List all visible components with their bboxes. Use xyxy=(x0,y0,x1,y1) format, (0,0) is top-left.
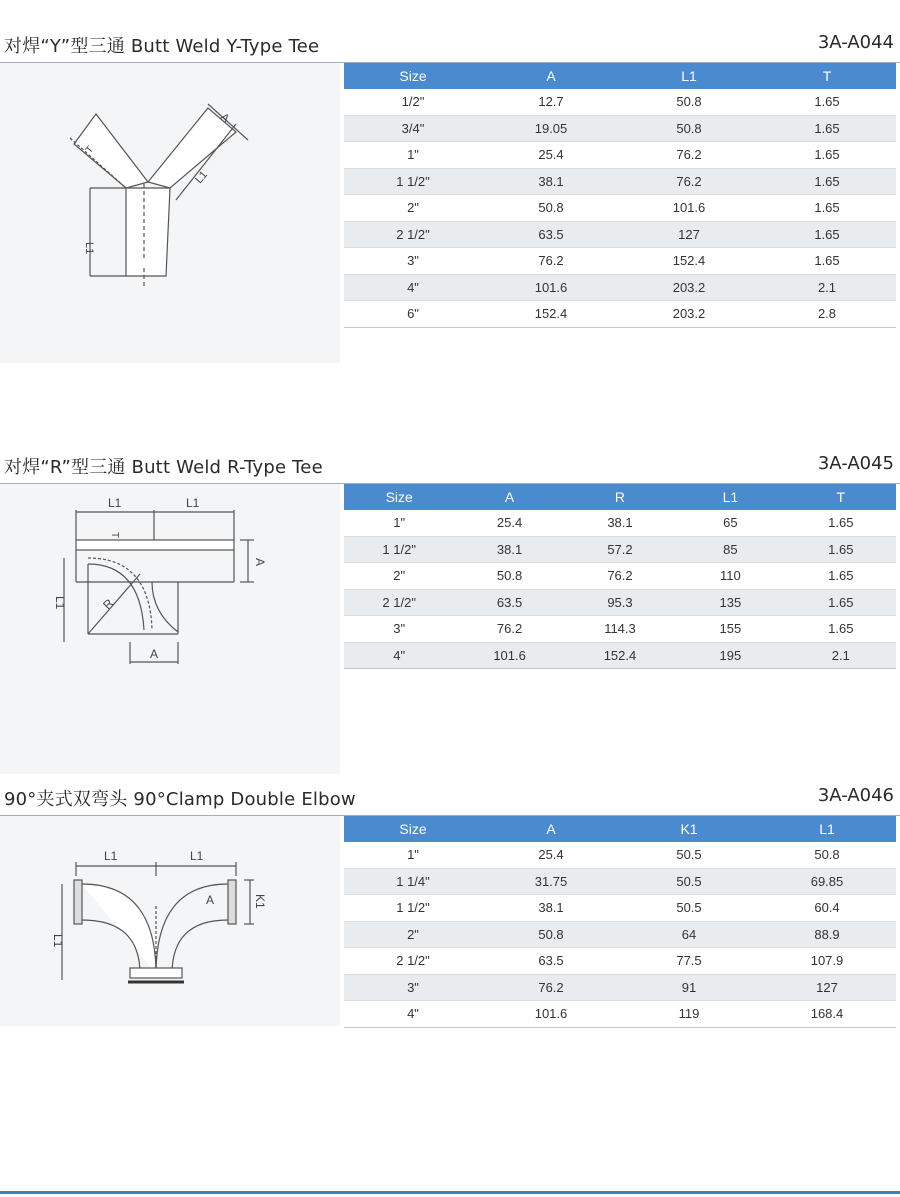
cell-size: 1" xyxy=(344,510,454,536)
cell-l1: 50.8 xyxy=(620,115,758,142)
dim-label-l1-right: L1 xyxy=(193,168,211,186)
cell-a: 63.5 xyxy=(482,221,620,248)
cell-l1: 101.6 xyxy=(620,195,758,222)
cell-a: 50.8 xyxy=(482,195,620,222)
cell-size: 2" xyxy=(344,195,482,222)
dim-label-l1-left: L1 xyxy=(53,596,67,610)
cell-a: 12.7 xyxy=(482,89,620,115)
cell-size: 1" xyxy=(344,142,482,169)
cell-a: 38.1 xyxy=(454,536,564,563)
dim-label-a: A xyxy=(218,111,232,126)
cell-size: 4" xyxy=(344,274,482,301)
cell-l1: 50.8 xyxy=(620,89,758,115)
column-header: Size xyxy=(344,484,454,510)
cell-t: 2.1 xyxy=(758,274,896,301)
dim-label-a-bottom: A xyxy=(150,647,159,661)
dim-label-k1: K1 xyxy=(253,894,267,909)
table-row xyxy=(344,616,896,643)
cell-size: 4" xyxy=(344,1001,482,1028)
cell-k1: 50.5 xyxy=(620,842,758,868)
cell-a: 31.75 xyxy=(482,868,620,895)
cell-k1: 50.5 xyxy=(620,868,758,895)
cell-a: 101.6 xyxy=(454,642,564,669)
cell-a: 38.1 xyxy=(482,168,620,195)
dim-label-l1-top-left: L1 xyxy=(108,496,122,510)
cell-size: 4" xyxy=(344,642,454,669)
cell-a: 19.05 xyxy=(482,115,620,142)
cell-l1: 60.4 xyxy=(758,895,896,922)
cell-a: 101.6 xyxy=(482,274,620,301)
cell-l1: 168.4 xyxy=(758,1001,896,1028)
table-header-row xyxy=(344,484,896,510)
cell-a: 25.4 xyxy=(482,142,620,169)
cell-a: 76.2 xyxy=(482,974,620,1001)
table-row xyxy=(344,842,896,868)
table-row xyxy=(344,221,896,248)
cell-size: 1 1/2" xyxy=(344,168,482,195)
cell-t: 2.8 xyxy=(758,301,896,328)
column-header: A xyxy=(482,816,620,842)
section-title: 90°夹式双弯头 90°Clamp Double Elbow xyxy=(4,789,356,810)
table-row xyxy=(344,168,896,195)
r-tee-diagram xyxy=(50,492,280,672)
cell-size: 2 1/2" xyxy=(344,589,454,616)
table-row xyxy=(344,142,896,169)
cell-l1: 65 xyxy=(675,510,785,536)
cell-k1: 64 xyxy=(620,921,758,948)
cell-a: 50.8 xyxy=(482,921,620,948)
section-title: 对焊“Y”型三通 Butt Weld Y-Type Tee xyxy=(4,36,320,57)
cell-t: 2.1 xyxy=(786,642,896,669)
cell-size: 2" xyxy=(344,921,482,948)
cell-r: 114.3 xyxy=(565,616,675,643)
column-header: T xyxy=(786,484,896,510)
cell-r: 57.2 xyxy=(565,536,675,563)
cell-t: 1.65 xyxy=(758,142,896,169)
footer-line xyxy=(0,1191,900,1194)
table-row xyxy=(344,563,896,590)
cell-l1: 110 xyxy=(675,563,785,590)
cell-a: 50.8 xyxy=(454,563,564,590)
table-row xyxy=(344,974,896,1001)
cell-t: 1.65 xyxy=(758,248,896,275)
cell-t: 1.65 xyxy=(758,195,896,222)
dim-label-a-right: A xyxy=(253,558,267,567)
cell-k1: 50.5 xyxy=(620,895,758,922)
dim-label-t: T xyxy=(109,532,120,539)
table-row xyxy=(344,248,896,275)
cell-l1: 85 xyxy=(675,536,785,563)
table-row xyxy=(344,115,896,142)
cell-a: 38.1 xyxy=(482,895,620,922)
cell-size: 3/4" xyxy=(344,115,482,142)
cell-a: 152.4 xyxy=(482,301,620,328)
cell-size: 1 1/2" xyxy=(344,895,482,922)
cell-t: 1.65 xyxy=(786,536,896,563)
cell-l1: 76.2 xyxy=(620,142,758,169)
cell-a: 63.5 xyxy=(482,948,620,975)
cell-size: 2 1/2" xyxy=(344,948,482,975)
dim-label-l1-top-right: L1 xyxy=(190,849,204,863)
product-code: 3A-A045 xyxy=(817,453,894,474)
cell-r: 38.1 xyxy=(565,510,675,536)
cell-a: 63.5 xyxy=(454,589,564,616)
column-header: K1 xyxy=(620,816,758,842)
column-header: L1 xyxy=(758,816,896,842)
cell-l1: 203.2 xyxy=(620,274,758,301)
column-header: A xyxy=(482,63,620,89)
cell-t: 1.65 xyxy=(758,115,896,142)
cell-l1: 127 xyxy=(620,221,758,248)
cell-l1: 76.2 xyxy=(620,168,758,195)
section-title: 对焊“R”型三通 Butt Weld R-Type Tee xyxy=(4,457,323,478)
spec-table xyxy=(344,63,896,328)
cell-r: 152.4 xyxy=(565,642,675,669)
cell-k1: 119 xyxy=(620,1001,758,1028)
table-row xyxy=(344,895,896,922)
table-row xyxy=(344,921,896,948)
column-header: A xyxy=(454,484,564,510)
cell-l1: 107.9 xyxy=(758,948,896,975)
cell-t: 1.65 xyxy=(786,563,896,590)
cell-r: 76.2 xyxy=(565,563,675,590)
dim-label-l1-left: L1 xyxy=(83,242,95,255)
cell-size: 1 1/4" xyxy=(344,868,482,895)
cell-size: 1/2" xyxy=(344,89,482,115)
cell-size: 6" xyxy=(344,301,482,328)
cell-t: 1.65 xyxy=(758,221,896,248)
cell-l1: 88.9 xyxy=(758,921,896,948)
column-header: T xyxy=(758,63,896,89)
cell-l1: 155 xyxy=(675,616,785,643)
cell-l1: 50.8 xyxy=(758,842,896,868)
table-row xyxy=(344,536,896,563)
product-code: 3A-A044 xyxy=(817,32,894,53)
double-elbow-diagram xyxy=(48,846,288,996)
dim-label-a: A xyxy=(206,893,215,907)
cell-l1: 195 xyxy=(675,642,785,669)
cell-size: 1 1/2" xyxy=(344,536,454,563)
cell-size: 2" xyxy=(344,563,454,590)
table-header-row xyxy=(344,63,896,89)
table-row xyxy=(344,301,896,328)
table-row xyxy=(344,948,896,975)
table-row xyxy=(344,510,896,536)
dim-label-l1-top-left: L1 xyxy=(104,849,118,863)
cell-a: 76.2 xyxy=(454,616,564,643)
cell-k1: 77.5 xyxy=(620,948,758,975)
cell-size: 3" xyxy=(344,974,482,1001)
cell-t: 1.65 xyxy=(786,589,896,616)
table-row xyxy=(344,195,896,222)
cell-l1: 135 xyxy=(675,589,785,616)
dim-label-r: R xyxy=(100,596,117,613)
table-row xyxy=(344,589,896,616)
cell-t: 1.65 xyxy=(758,168,896,195)
table-row xyxy=(344,642,896,669)
column-header: Size xyxy=(344,816,482,842)
cell-l1: 203.2 xyxy=(620,301,758,328)
column-header: R xyxy=(565,484,675,510)
table-row xyxy=(344,1001,896,1028)
dim-label-l1-top-right: L1 xyxy=(186,496,200,510)
cell-l1: 127 xyxy=(758,974,896,1001)
cell-a: 25.4 xyxy=(454,510,564,536)
cell-l1: 69.85 xyxy=(758,868,896,895)
cell-k1: 91 xyxy=(620,974,758,1001)
cell-r: 95.3 xyxy=(565,589,675,616)
table-row xyxy=(344,868,896,895)
cell-t: 1.65 xyxy=(758,89,896,115)
cell-size: 1" xyxy=(344,842,482,868)
cell-size: 2 1/2" xyxy=(344,221,482,248)
table-header-row xyxy=(344,816,896,842)
cell-a: 25.4 xyxy=(482,842,620,868)
cell-size: 3" xyxy=(344,248,482,275)
table-row xyxy=(344,89,896,115)
cell-l1: 152.4 xyxy=(620,248,758,275)
product-code: 3A-A046 xyxy=(817,785,894,806)
dim-label-t: T xyxy=(83,144,97,156)
cell-size: 3" xyxy=(344,616,454,643)
y-tee-diagram xyxy=(60,88,260,298)
cell-t: 1.65 xyxy=(786,510,896,536)
spec-table xyxy=(344,816,896,1028)
dim-label-l1-left: L1 xyxy=(51,934,65,948)
cell-a: 76.2 xyxy=(482,248,620,275)
table-row xyxy=(344,274,896,301)
column-header: L1 xyxy=(620,63,758,89)
spec-table xyxy=(344,484,896,669)
cell-a: 101.6 xyxy=(482,1001,620,1028)
cell-t: 1.65 xyxy=(786,616,896,643)
column-header: L1 xyxy=(675,484,785,510)
column-header: Size xyxy=(344,63,482,89)
